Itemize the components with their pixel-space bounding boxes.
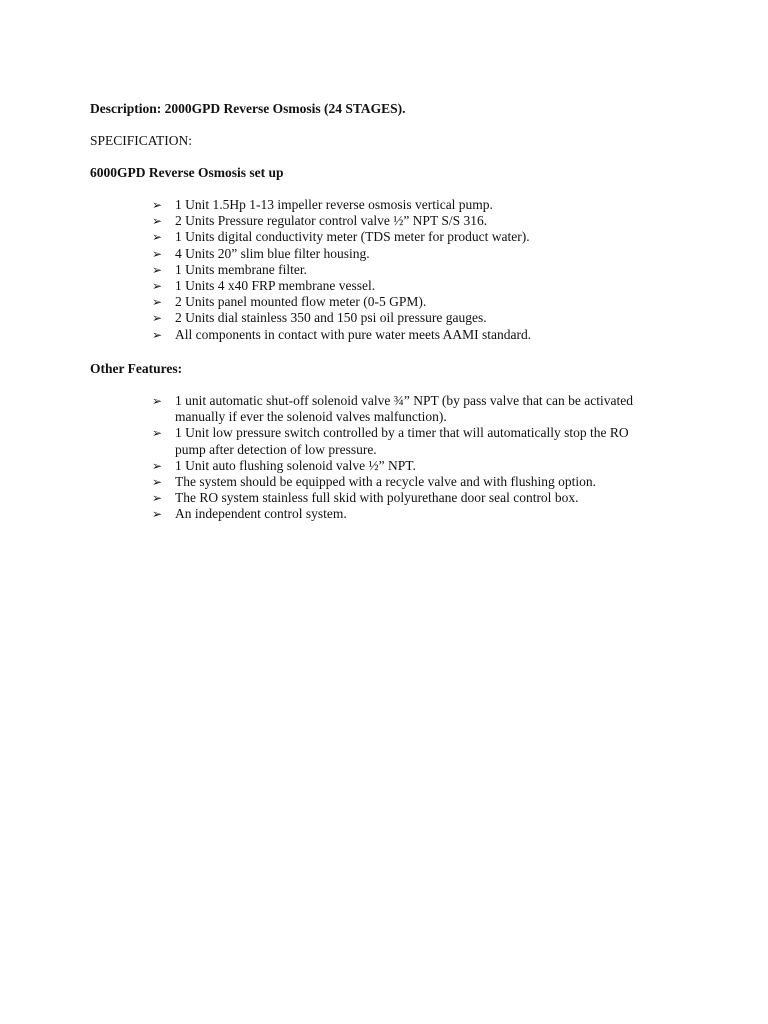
list-item: [152, 197, 662, 213]
list-item-text: 2 Units dial stainless 350 and 150 psi oil pressure gauges.: [175, 310, 487, 326]
list-item-text: 1 Units membrane filter.: [175, 261, 307, 277]
list-item-text: An independent control system.: [175, 506, 347, 522]
list-item: [152, 310, 662, 326]
arrow-bullet-icon: ➢: [152, 198, 163, 212]
arrow-bullet-icon: ➢: [152, 507, 163, 522]
arrow-bullet-icon: ➢: [152, 458, 163, 473]
list-item: [152, 262, 662, 278]
list-item: [152, 213, 662, 229]
arrow-bullet-icon: ➢: [152, 262, 163, 277]
arrow-bullet-icon: ➢: [152, 475, 163, 490]
specification-label: SPECIFICATION:: [90, 133, 193, 148]
list-item: [152, 425, 662, 457]
list-item-text: 1 Units digital conductivity meter (TDS meter for product water).: [175, 229, 530, 245]
setup-list: [152, 197, 662, 343]
arrow-bullet-icon: ➢: [152, 295, 163, 310]
arrow-bullet-icon: ➢: [152, 426, 163, 441]
other-features-heading: Other Features:: [90, 361, 183, 376]
list-item-text: 2 Units Pressure regulator control valve ½” NPT S/S 316.: [175, 213, 488, 229]
arrow-bullet-icon: ➢: [152, 230, 163, 245]
list-item: [152, 474, 662, 490]
description-heading: Description: 2000GPD Reverse Osmosis (24 STAGES).: [90, 101, 406, 116]
list-item: [152, 294, 662, 310]
arrow-bullet-icon: ➢: [152, 214, 163, 229]
arrow-bullet-icon: ➢: [152, 491, 163, 506]
list-item: [152, 490, 662, 506]
list-item-text: 1 unit automatic shut-off solenoid valve ¾” NPT (by pass valve that can be activated manually if ever the solenoid valves malfunction).: [175, 393, 634, 425]
arrow-bullet-icon: ➢: [152, 327, 163, 342]
list-item: [152, 506, 662, 522]
list-item: [152, 278, 662, 294]
arrow-bullet-icon: ➢: [152, 394, 163, 408]
list-item-text: 1 Units 4 x40 FRP membrane vessel.: [175, 278, 376, 294]
list-item: [152, 393, 662, 425]
list-item-text: 2 Units panel mounted flow meter (0-5 GPM).: [175, 294, 427, 310]
list-item: [152, 458, 662, 474]
list-item-text: 1 Unit low pressure switch controlled by a timer that will automatically stop the RO pump after detection of low pressure.: [175, 425, 629, 457]
list-item-text: The RO system stainless full skid with polyurethane door seal control box.: [175, 490, 579, 506]
arrow-bullet-icon: ➢: [152, 311, 163, 326]
list-item-text: The system should be equipped with a recycle valve and with flushing option.: [175, 474, 597, 490]
list-item: [152, 327, 662, 343]
other-features-list: [152, 393, 662, 523]
list-item-text: 1 Unit auto flushing solenoid valve ½” NPT.: [175, 457, 416, 473]
list-item-text: 4 Units 20” slim blue filter housing.: [175, 245, 370, 261]
setup-heading: 6000GPD Reverse Osmosis set up: [90, 165, 284, 180]
arrow-bullet-icon: ➢: [152, 279, 163, 294]
arrow-bullet-icon: ➢: [152, 246, 163, 261]
list-item-text: All components in contact with pure water meets AAMI standard.: [175, 326, 532, 342]
list-item-text: 1 Unit 1.5Hp 1-13 impeller reverse osmosis vertical pump.: [175, 197, 493, 212]
list-item: [152, 229, 662, 245]
list-item: [152, 246, 662, 262]
